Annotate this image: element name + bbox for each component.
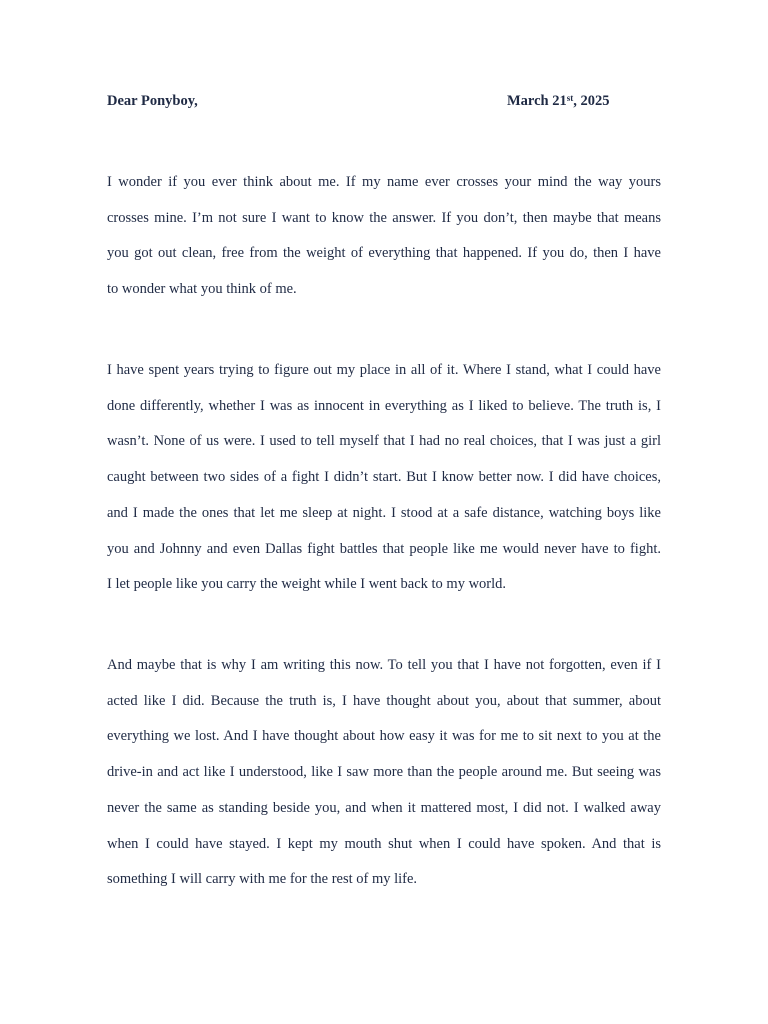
paragraph-line: And maybe that is why I am writing this now. To tell you that I have not forgotten, even if I	[107, 657, 661, 673]
paragraph-line: never the same as standing beside you, and when it mattered most, I did not. I walked away	[107, 799, 661, 816]
paragraph-line: crosses mine. I’m not sure I want to know the answer. If you don’t, then maybe that means	[107, 209, 661, 226]
paragraph-line: I wonder if you ever think about me. If my name ever crosses your mind the way yours	[107, 174, 661, 190]
paragraph-line: wasn’t. None of us were. I used to tell myself that I had no real choices, that I was just a girl	[107, 433, 661, 450]
paragraph-line: you and Johnny and even Dallas fight battles that people like me would never have to fight.	[107, 540, 661, 557]
paragraph-line: I have spent years trying to figure out my place in all of it. Where I stand, what I could have	[107, 362, 661, 378]
paragraph-2	[107, 353, 661, 603]
paragraph-1	[107, 165, 661, 308]
letter-date	[507, 90, 610, 112]
paragraph-line: something I will carry with me for the rest of my life.	[107, 871, 418, 888]
date-ordinal: st	[566, 93, 574, 103]
paragraph-line: drive-in and act like I understood, like I saw more than the people around me. But seeing was	[107, 764, 661, 781]
date-year: , 2025	[573, 93, 610, 109]
paragraph-line: I let people like you carry the weight while I went back to my world.	[107, 576, 507, 593]
paragraph-line: and I made the ones that let me sleep at night. I stood at a safe distance, watching boys like	[107, 504, 661, 521]
salutation: Dear Ponyboy,	[107, 93, 198, 109]
paragraph-line: you got out clean, free from the weight of everything that happened. If you do, then I have	[107, 245, 661, 262]
paragraph-line: caught between two sides of a fight I didn’t start. But I know better now. I did have choices,	[107, 469, 661, 486]
paragraph-line: everything we lost. And I have thought about how easy it was for me to sit next to you at the	[107, 728, 661, 745]
paragraph-3	[107, 648, 661, 898]
paragraph-line: to wonder what you think of me.	[107, 281, 297, 298]
paragraph-line: when I could have stayed. I kept my mouth shut when I could have spoken. And that is	[107, 835, 661, 852]
letter-header	[107, 90, 667, 112]
paragraph-line: acted like I did. Because the truth is, I have thought about you, about that summer, about	[107, 692, 661, 709]
paragraph-line: done differently, whether I was as innocent in everything as I liked to believe. The truth is, I	[107, 397, 661, 414]
date-month-day: March 21	[507, 93, 567, 109]
